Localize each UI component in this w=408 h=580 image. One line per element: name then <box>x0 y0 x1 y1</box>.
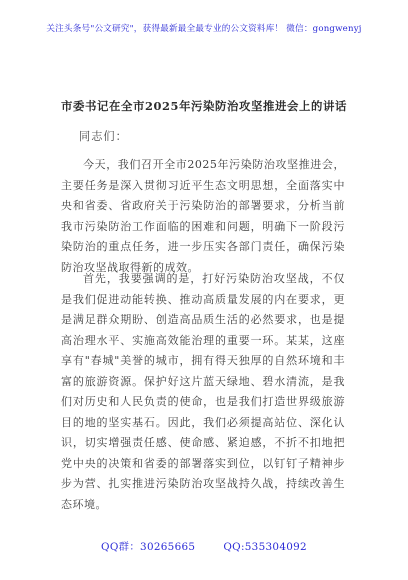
salutation: 同志们： <box>79 130 128 143</box>
paragraph-2: 首先，我要强调的是，打好污染防治攻坚战，不仅是我们促进动能转换、推动高质量发展的内在要求，更是满足群众期盼、创造高品质生活的必然要求，也是提高治理水平、实施高效能治理的重要一环。某某，这座享有"春城"美誉的城市，拥有得天独厚的自然环境和丰富的旅游资源。保护好这片蓝天绿地、碧水清流，是我们对历史和人民负责的使命，也是我们打造世界级旅游目的地的坚实基石。因此，我们必须提高站位、深化认识，切实增强责任感、使命感、紧迫感，不折不扣地把党中央的决策和省委的部署落实到位，以钉钉子精神步步为营、扎实推进污染防治攻坚战持久战，持续改善生态环境。 <box>61 272 345 511</box>
qq-group-text: QQ群：30265665 <box>101 541 196 553</box>
header-note: 关注头条号"公文研究"，获得最新最全最专业的公文资料库！ 微信：gongwenyj <box>46 24 362 34</box>
document-title: 市委书记在全市2025年污染防治攻坚推进会上的讲话 <box>61 99 347 113</box>
footer-contact <box>0 538 408 553</box>
paragraph-1: 今天，我们召开全市2025年污染防治攻坚推进会，主要任务是深入贯彻习近平生态文明思想，全面落实中央和省委、省政府关于污染防治的部署要求，分析当前我市污染防治工作面临的困难和问题，明确下一阶段污染防治的重点任务，进一步压实各部门责任，确保污染防治攻坚战取得新的成效。 <box>61 158 345 274</box>
qq-number-text: QQ:535304092 <box>223 541 307 553</box>
